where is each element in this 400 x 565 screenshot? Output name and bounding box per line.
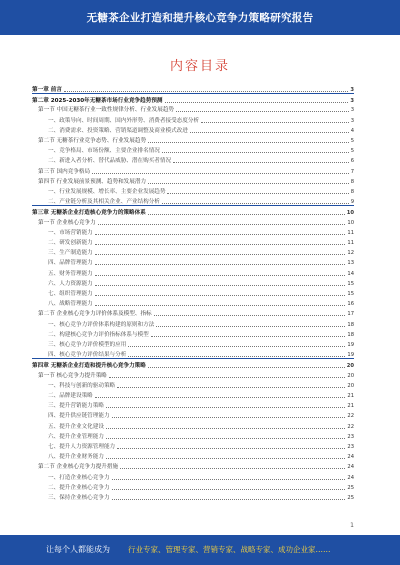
toc-entry[interactable] bbox=[32, 328, 354, 338]
toc-entry-page: 8 bbox=[350, 178, 354, 185]
toc-entry-page: 20 bbox=[347, 372, 354, 379]
toc-entry-page: 24 bbox=[347, 474, 354, 481]
toc-entry-text: 二、消费需求、投资策略、营销渠道调整及商业模式改进 bbox=[48, 127, 188, 134]
toc-entry-page: 13 bbox=[347, 260, 354, 267]
toc-entry-text: 八、战略管理能力 bbox=[48, 301, 93, 308]
toc-leader-dots bbox=[106, 407, 345, 408]
toc-leader-dots bbox=[112, 489, 346, 490]
toc-entry[interactable] bbox=[32, 114, 354, 124]
footer-bar bbox=[0, 535, 400, 565]
toc-entry-text: 八、提升企业财务能力 bbox=[48, 454, 104, 461]
toc-entry-text: 第二节 无糖茶行业竞争态势、行业发展趋势 bbox=[38, 138, 147, 144]
toc-entry-text: 四、品牌管理能力 bbox=[48, 260, 93, 267]
toc-entry-text: 二、产业链分析及其相关企业、产业结构分析 bbox=[48, 199, 160, 206]
toc-entry-text: 三、保持企业核心竞争力 bbox=[48, 495, 110, 501]
toc-entry-page: 5 bbox=[350, 148, 354, 155]
toc-entry-page: 18 bbox=[347, 321, 354, 328]
toc-entry-text: 二、构建核心竞争力评价指标体系与模型 bbox=[48, 331, 149, 338]
toc-leader-dots bbox=[154, 315, 346, 316]
toc-entry[interactable] bbox=[32, 287, 354, 297]
table-of-contents bbox=[32, 83, 354, 501]
toc-leader-dots bbox=[95, 295, 346, 296]
toc-entry-page: 25 bbox=[347, 484, 354, 491]
toc-entry[interactable] bbox=[32, 450, 354, 460]
toc-entry-text: 第一节 中国无糖茶行业一致性规律分析、行业发展趋势 bbox=[38, 107, 175, 114]
toc-entry[interactable] bbox=[32, 124, 354, 134]
toc-entry-text: 第一节 核心竞争力提升策略 bbox=[38, 372, 107, 379]
toc-entry[interactable] bbox=[32, 154, 354, 164]
header-bar bbox=[0, 0, 400, 35]
toc-entry[interactable] bbox=[32, 389, 354, 399]
toc-entry[interactable] bbox=[32, 246, 354, 256]
toc-entry[interactable] bbox=[32, 267, 354, 277]
toc-entry-page: 17 bbox=[347, 311, 354, 318]
toc-entry[interactable] bbox=[32, 134, 354, 144]
toc-leader-dots bbox=[120, 468, 345, 469]
toc-entry-page: 3 bbox=[350, 87, 354, 93]
toc-entry[interactable] bbox=[32, 195, 354, 205]
toc-entry-text: 第三章 无糖茶企业打造核心竞争力的策略体系 bbox=[32, 210, 146, 217]
toc-entry-page: 22 bbox=[347, 413, 354, 420]
footer-tagline: 行业专家、管理专家、营销专家、战略专家、成功企业家…… bbox=[128, 545, 331, 554]
toc-entry[interactable] bbox=[32, 236, 354, 246]
toc-entry-page: 23 bbox=[347, 444, 354, 450]
toc-leader-dots bbox=[95, 305, 346, 306]
toc-leader-dots bbox=[95, 254, 346, 255]
toc-entry-text: 二、品牌建设策略 bbox=[48, 393, 93, 399]
toc-entry[interactable] bbox=[32, 491, 354, 501]
toc-leader-dots bbox=[117, 448, 345, 449]
toc-leader-dots bbox=[95, 244, 346, 245]
toc-entry-page: 8 bbox=[350, 189, 354, 195]
toc-entry-text: 三、提升营销能力策略 bbox=[48, 403, 104, 410]
toc-entry-page: 23 bbox=[347, 433, 354, 440]
toc-entry-text: 第二节 企业核心竞争力评价体系及模型、指标 bbox=[38, 311, 152, 318]
toc-entry[interactable] bbox=[32, 185, 354, 195]
toc-leader-dots bbox=[106, 458, 345, 459]
toc-entry-page: 20 bbox=[346, 363, 354, 370]
toc-entry[interactable] bbox=[32, 369, 354, 379]
toc-entry-text: 第四节 行业发展前景预测、趋势和发展潜力 bbox=[38, 178, 147, 185]
toc-entry-page: 16 bbox=[347, 301, 354, 308]
toc-leader-dots bbox=[156, 326, 345, 327]
toc-entry[interactable] bbox=[32, 216, 354, 226]
toc-entry-text: 四、提升供应链管理能力 bbox=[48, 413, 110, 420]
toc-leader-dots bbox=[106, 438, 345, 439]
toc-entry-page: 15 bbox=[347, 291, 354, 297]
toc-entry[interactable] bbox=[32, 471, 354, 481]
toc-entry-page: 21 bbox=[347, 403, 354, 410]
toc-leader-dots bbox=[190, 132, 349, 133]
toc-leader-dots bbox=[148, 183, 349, 184]
toc-entry-text: 第一章 前言 bbox=[32, 87, 62, 93]
toc-leader-dots bbox=[109, 377, 345, 378]
toc-leader-dots bbox=[95, 234, 346, 235]
toc-entry[interactable] bbox=[32, 83, 354, 93]
page-number: 1 bbox=[350, 522, 354, 529]
toc-leader-dots bbox=[98, 224, 346, 225]
toc-entry-text: 一、核心竞争力评价体系构建的原则和方法 bbox=[48, 321, 155, 328]
toc-leader-dots bbox=[95, 275, 346, 276]
toc-leader-dots bbox=[95, 397, 346, 398]
toc-entry[interactable] bbox=[32, 103, 354, 113]
toc-entry[interactable] bbox=[32, 144, 354, 154]
toc-entry-text: 五、财务管理能力 bbox=[48, 270, 93, 277]
toc-leader-dots bbox=[128, 356, 345, 357]
toc-leader-dots bbox=[148, 142, 349, 143]
toc-entry-text: 六、人力资源能力 bbox=[48, 280, 93, 287]
toc-entry-page: 25 bbox=[347, 495, 354, 501]
toc-entry-page: 18 bbox=[347, 331, 354, 338]
toc-entry-text: 六、提升企业管理能力 bbox=[48, 433, 104, 440]
toc-entry-text: 一、竞争格局、市场份额、主要企业排名情况 bbox=[48, 148, 160, 155]
toc-entry-page: 24 bbox=[347, 464, 354, 471]
toc-entry-page: 19 bbox=[347, 352, 354, 359]
toc-entry[interactable] bbox=[32, 409, 354, 419]
toc-entry-page: 20 bbox=[347, 382, 354, 389]
toc-leader-dots bbox=[162, 152, 349, 153]
toc-entry[interactable] bbox=[32, 460, 354, 470]
toc-leader-dots bbox=[117, 387, 345, 388]
report-title: 无糖茶企业打造和提升核心竞争力策略研究报告 bbox=[86, 12, 314, 24]
toc-entry-text: 一、打造企业核心竞争力 bbox=[48, 474, 110, 481]
toc-entry-page: 3 bbox=[350, 117, 354, 124]
toc-leader-dots bbox=[92, 173, 349, 174]
toc-entry-page: 15 bbox=[347, 280, 354, 287]
toc-leader-dots bbox=[64, 91, 348, 92]
toc-entry-page: 22 bbox=[347, 423, 354, 430]
toc-entry-page: 11 bbox=[347, 240, 354, 246]
toc-entry-text: 一、市场营销能力 bbox=[48, 229, 93, 236]
toc-leader-dots bbox=[162, 203, 349, 204]
toc-entry-text: 三、生产制造能力 bbox=[48, 250, 93, 257]
toc-entry[interactable] bbox=[32, 307, 354, 317]
toc-entry-page: 19 bbox=[347, 342, 354, 348]
toc-entry-text: 四、核心竞争力评价结果与分析 bbox=[48, 352, 127, 359]
toc-entry-text: 一、科技与创新的驱动策略 bbox=[48, 382, 116, 389]
toc-leader-dots bbox=[201, 122, 349, 123]
toc-entry-text: 第四章 无糖茶企业打造和提升核心竞争力策略 bbox=[32, 363, 146, 370]
toc-entry[interactable] bbox=[32, 256, 354, 266]
toc-entry[interactable] bbox=[32, 420, 354, 430]
toc-entry-text: 第三节 国内竞争格局 bbox=[38, 168, 91, 175]
toc-entry-page: 12 bbox=[347, 250, 354, 257]
footer-slogan: 让每个人都能成为 bbox=[46, 545, 110, 554]
toc-entry-page: 6 bbox=[350, 158, 354, 165]
toc-entry[interactable] bbox=[32, 430, 354, 440]
toc-leader-dots bbox=[128, 346, 345, 347]
toc-leader-dots bbox=[173, 162, 349, 163]
toc-entry[interactable] bbox=[32, 297, 354, 307]
toc-leader-dots bbox=[95, 264, 346, 265]
toc-entry-text: 二、提升企业核心竞争力 bbox=[48, 484, 110, 491]
toc-leader-dots bbox=[176, 111, 349, 112]
toc-leader-dots bbox=[112, 479, 346, 480]
toc-leader-dots bbox=[95, 285, 346, 286]
toc-entry-text: 第二节 企业核心竞争力提升措施 bbox=[38, 464, 119, 471]
toc-entry-text: 五、提升企业文化建设 bbox=[48, 423, 104, 430]
toc-entry[interactable] bbox=[32, 399, 354, 409]
toc-entry-text: 七、提升人力资源管理能力 bbox=[48, 444, 116, 450]
toc-entry[interactable] bbox=[32, 379, 354, 389]
toc-title: 内容目录 bbox=[169, 59, 230, 74]
toc-leader-dots bbox=[106, 428, 345, 429]
toc-entry-page: 14 bbox=[347, 270, 354, 277]
toc-entry-text: 三、核心竞争力评价模型的应用 bbox=[48, 342, 127, 348]
toc-entry[interactable] bbox=[32, 348, 354, 358]
toc-entry[interactable] bbox=[32, 277, 354, 287]
toc-entry-page: 5 bbox=[350, 138, 354, 144]
toc-entry-text: 二、新进入者分析、替代品威胁、潜在购买者情况 bbox=[48, 158, 172, 165]
toc-entry-text: 一、行业发展规模、增长率、主要企业发展趋势 bbox=[48, 189, 166, 195]
toc-entry[interactable] bbox=[32, 481, 354, 491]
toc-entry-page: 3 bbox=[350, 98, 354, 105]
toc-entry-text: 第一节 企业核心竞争力 bbox=[38, 219, 96, 226]
toc-entry-page: 4 bbox=[350, 127, 354, 134]
toc-entry-text: 一、政策导向、时间周期、国内外形势、消费者接受态度分析 bbox=[48, 117, 200, 124]
toc-entry-page: 7 bbox=[350, 168, 354, 175]
toc-entry-page: 10 bbox=[346, 210, 354, 217]
toc-entry[interactable] bbox=[32, 318, 354, 328]
toc-leader-dots bbox=[167, 193, 348, 194]
toc-entry-page: 24 bbox=[347, 454, 354, 461]
toc-leader-dots bbox=[151, 336, 346, 337]
toc-entry-page: 10 bbox=[347, 219, 354, 226]
toc-entry[interactable] bbox=[32, 440, 354, 450]
toc-entry-page: 3 bbox=[350, 107, 354, 114]
toc-entry-page: 11 bbox=[347, 229, 354, 236]
toc-entry[interactable] bbox=[32, 175, 354, 185]
toc-entry-text: 七、组织管理能力 bbox=[48, 291, 93, 297]
toc-entry[interactable] bbox=[32, 226, 354, 236]
toc-entry[interactable] bbox=[32, 338, 354, 348]
toc-entry[interactable] bbox=[32, 165, 354, 175]
toc-entry-text: 二、研发创新能力 bbox=[48, 240, 93, 246]
toc-entry-page: 21 bbox=[347, 393, 354, 399]
toc-entry-page: 9 bbox=[350, 199, 354, 206]
toc-leader-dots bbox=[112, 417, 346, 418]
toc-leader-dots bbox=[112, 499, 346, 500]
toc-entry-text: 第二章 2025-2030年无糖茶市场行业竞争趋势预测 bbox=[32, 98, 163, 105]
